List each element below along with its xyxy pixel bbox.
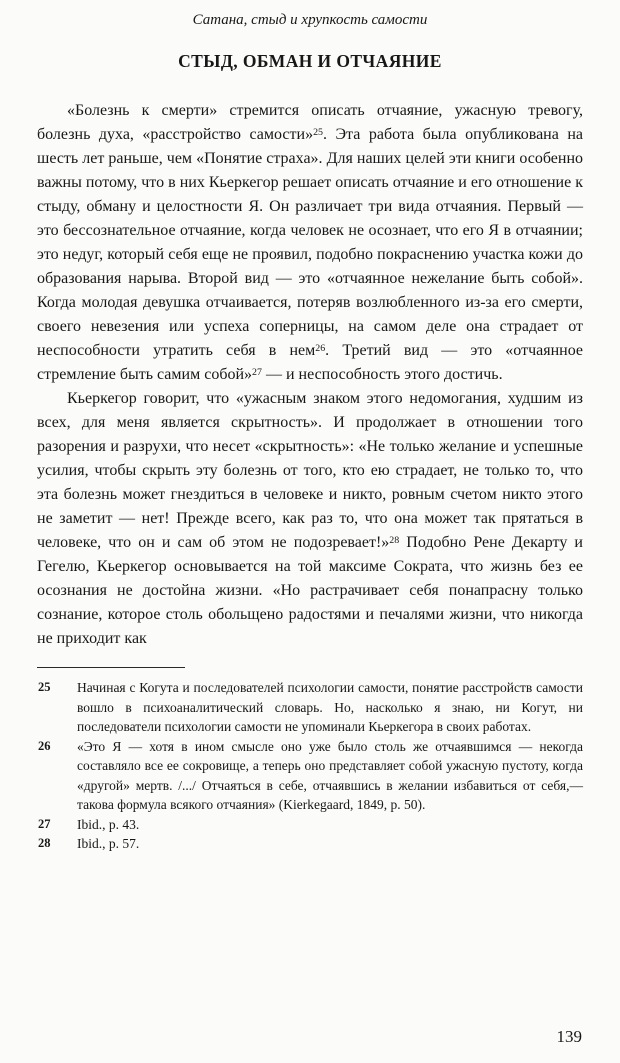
footnote-number: 27 [38, 816, 51, 831]
running-header: Сатана, стыд и хрупкость самости [192, 12, 428, 28]
footnote-number: 28 [38, 836, 51, 850]
footnote-separator [37, 667, 185, 668]
footnote-marker: 26 [315, 342, 326, 354]
footnote [37, 737, 583, 815]
footnote-marker: 25 [313, 126, 323, 138]
footnote-text: Ibid., p. 43. [77, 816, 140, 832]
body-text [37, 99, 583, 651]
footnote [37, 678, 583, 737]
paragraph: Кьеркегор говорит, что «ужасным знаком этого недомогания, худшим из всех, для меня является скрытность». И продолжает в отношении того разорения и разрухи, что несет «скрытность»: «Не только желание и успешные усилия, чтобы скрыть эту болезнь от того, кто ею страдает, не только то, что эта болезнь может гнездиться в человеке и никто, ровным счетом никто этого не заметит — нет! Прежде всего, как раз то, что она может так прятаться в человеке, что он и сам об этом не подозревает!»$^{28}$ Подобно Рене Декарту и Гегелю, Кьеркегор основывается на той максиме Сократа, что жизнь без ее осознания не достойна жизни. «Но растрачивает себя понапрасну только сознание, которое столь обольщено радостями и печалями жизни, что никогда не приходит как [37, 390, 583, 647]
footnote-text: Ibid., p. 57. [77, 836, 140, 851]
footnote [37, 834, 583, 854]
footnote-text: Начиная с Когута и последователей психологии самости, понятие расстройств самости вошло в психоаналитический словарь. Но, насколько я знаю, ни Когут, ни последователи психологии самости не упоминали Кьеркегора в своих работах. [77, 680, 583, 734]
footnote-number: 26 [38, 738, 51, 753]
footnote-marker: 27 [252, 366, 262, 378]
footnote-text: «Это Я — хотя в ином смысле оно уже было столь же отчаявшимся — некогда составляло все ее сокровище, а теперь оно представляет собой ужасную пустоту, когда «другой» мертв. /.../ Отчаяться в себе, отчаявшись в желании избавиться от себя,— такова формула всякого отчаяния» (Kierkegaard, 1849, p. 50). [77, 738, 583, 812]
paragraph: «Болезнь к смерти» стремится описать отчаяние, ужасную тревогу, болезнь духа, «расстройство самости»$^{25}$. Эта работа была опубликована на шесть лет раньше, чем «Понятие страха». Для наших целей эти книги особенно важны потому, что в них Кьеркегор решает описать отчаяние и его отношение к стыду, обману и целостности Я. Он различает три вида отчаяния. Первый — это бессознательное отчаяние, когда человек не осознает, что его Я в отчаянии; это недуг, который себя еще не проявил, подобно покраснению участка кожи до образования нарыва. Второй вид — это «отчаянное нежелание быть собой». Когда молодая девушка отчаивается, потеряв возлюбленного из-за его смерти, своего невезения или успеха соперницы, на самом деле она страдает от неспособности утратить себя в нем$^{26}$. Третий вид — это «отчаянное стремление быть самим собой»$^{27}$ — и неспособность этого достичь. [37, 102, 584, 383]
footnotes [37, 678, 583, 854]
footnote-number: 25 [38, 680, 51, 694]
page-number: 139 [556, 1027, 582, 1046]
footnote [37, 815, 583, 835]
section-title: СТЫД, ОБМАН И ОТЧАЯНИЕ [178, 51, 442, 71]
footnote-marker: 28 [389, 534, 400, 546]
